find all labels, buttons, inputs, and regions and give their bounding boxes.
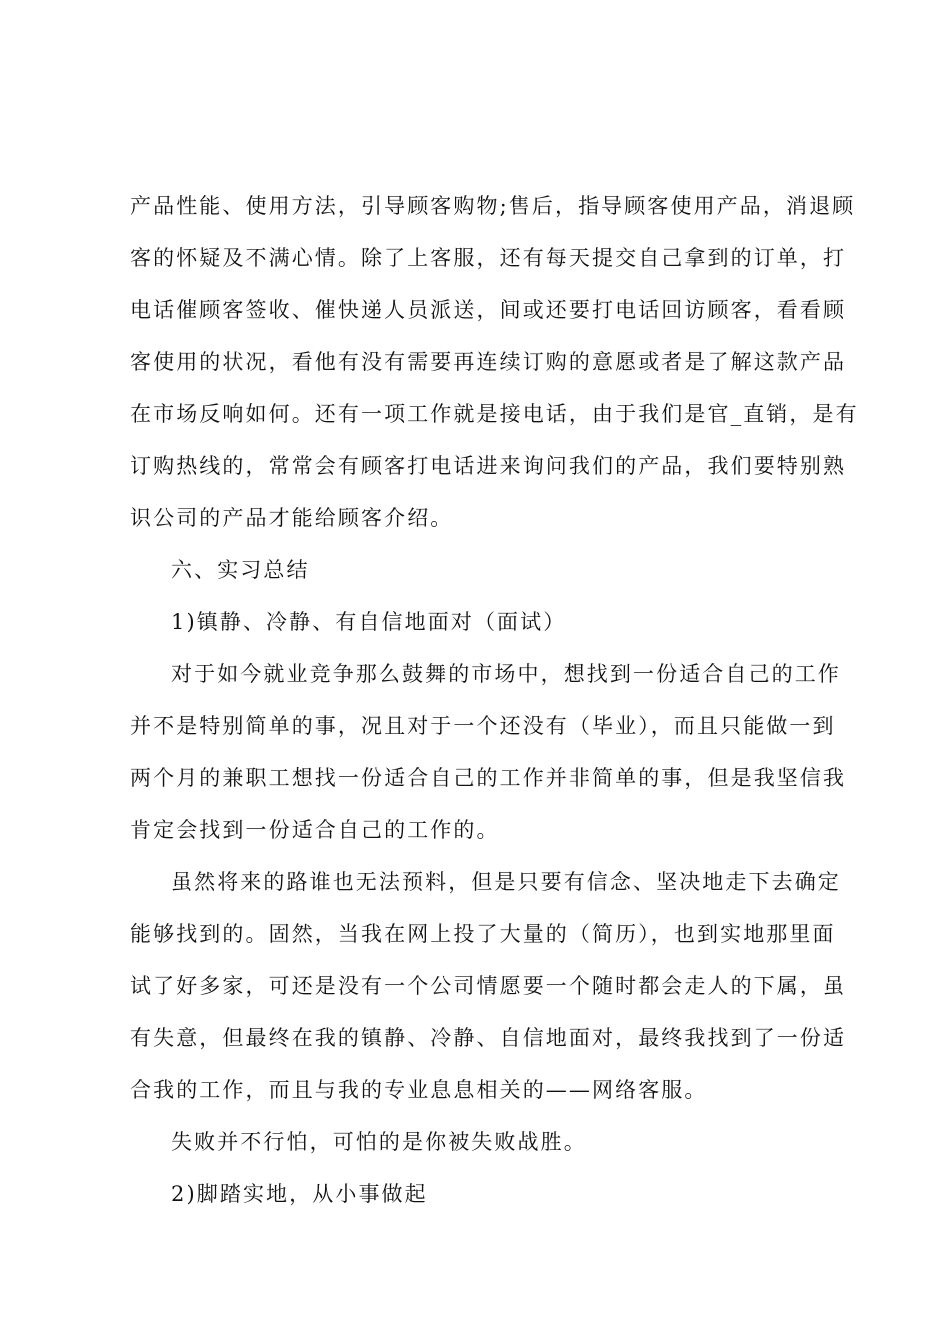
text-line: 能够找到的。固然，当我在网上投了大量的（简历），也到实地那里面: [130, 922, 836, 946]
text-line: 肯定会找到一份适合自己的工作的。: [130, 818, 500, 842]
text-line: 产品性能、使用方法，引导顾客购物;售后，指导顾客使用产品，消退顾: [130, 194, 856, 218]
text-line: 电话催顾客签收、催快递人员派送，间或还要打电话回访顾客，看看顾: [130, 298, 847, 322]
text-line: 有失意，但最终在我的镇静、冷静、自信地面对，最终我找到了一份适: [130, 1026, 847, 1050]
text-line: 并不是特别简单的事，况且对于一个还没有（毕业），而且只能做一到: [130, 714, 836, 738]
text-line: 客的怀疑及不满心情。除了上客服，还有每天提交自己拿到的订单，打: [130, 246, 847, 270]
text-line: 两个月的兼职工想找一份适合自己的工作并非简单的事，但是我坚信我: [130, 766, 847, 790]
text-line: 客使用的状况，看他有没有需要再连续订购的意愿或者是了解这款产品: [130, 350, 847, 374]
text-line: 识公司的产品才能给顾客介绍。: [130, 506, 454, 530]
text-line: 在市场反响如何。还有一项工作就是接电话，由于我们是官_直销，是有: [130, 402, 859, 426]
text-line: 订购热线的，常常会有顾客打电话进来询问我们的产品，我们要特别熟: [130, 454, 847, 478]
text-line: 合我的工作，而且与我的专业息息相关的——网络客服。: [130, 1078, 708, 1102]
text-line: 试了好多家，可还是没有一个公司情愿要一个随时都会走人的下属，虽: [130, 974, 847, 998]
section-heading: 六、实习总结: [171, 558, 310, 582]
text-line: 失败并不行怕，可怕的是你被失败战胜。: [171, 1130, 587, 1154]
text-line: 虽然将来的路谁也无法预料，但是只要有信念、坚决地走下去确定: [171, 870, 841, 894]
subsection-heading: 2)脚踏实地，从小事做起: [171, 1182, 428, 1206]
text-line: 对于如今就业竞争那么鼓舞的市场中，想找到一份适合自己的工作: [171, 662, 841, 686]
subsection-heading: 1)镇静、冷静、有自信地面对（面试）: [171, 610, 567, 634]
